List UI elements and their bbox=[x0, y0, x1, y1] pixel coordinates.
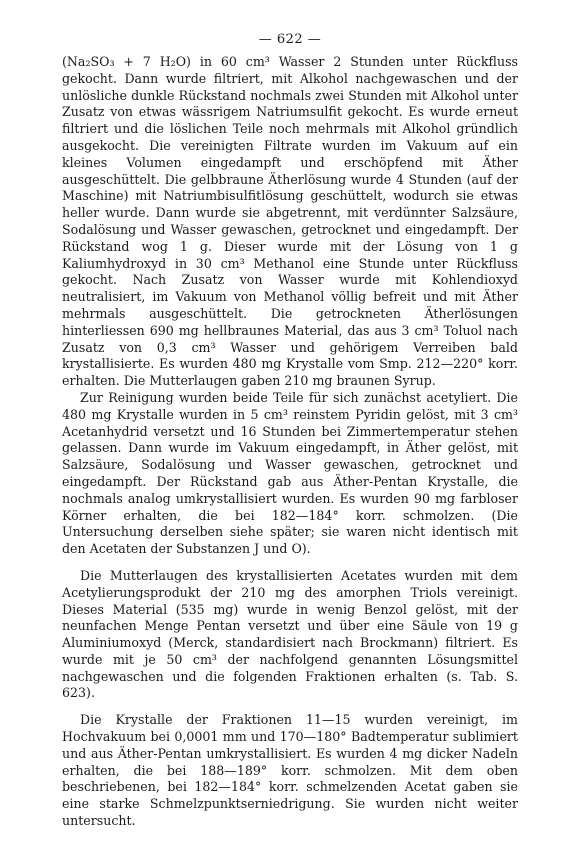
paragraph-1: (Na₂SO₃ + 7 H₂O) in 60 cm³ Wasser 2 Stunden unter Rückfluss gekocht. Dann wurde filtriert, mit Alkohol nachgewaschen und der unlösliche dunkle Rückstand nochmals zwei Stunden mit Alkohol unter Zusatz von etwas wässrigem Natriumsulfit gekocht. Es wurde erneut filtriert und die löslichen Teile noch mehrmals mit Alkohol gründlich ausgekocht. Die vereinigten Filtrate wurden im Vakuum auf ein kleines Volumen eingedampft und erschöpfend mit Äther ausgeschüttelt. Die gelbbraune Ätherlösung wurde 4 Stunden (auf der Maschine) mit Natriumbisulfitlösung geschüttelt, wodurch sie etwas heller wurde. Dann wurde sie abgetrennt, mit verdünnter Salzsäure, Sodalösung und Wasser gewaschen, getrocknet und eingedampft. Der Rückstand wog 1 g. Dieser wurde mit der Lösung von 1 g Kaliumhydroxyd in 30 cm³ Methanol eine Stunde unter Rückfluss gekocht. Nach Zusatz von Wasser wurde mit Kohlendioxyd neutralisiert, im Vakuum von Methanol völlig befreit und mit Äther mehrmals ausgeschüttelt. Die getrockneten Ätherlösungen hinterliessen 690 mg hellbraunes Material, das aus 3 cm³ Toluol nach Zusatz von 0,3 cm³ Wasser und gehörigem Verreiben bald krystallisierte. Es wurden 480 mg Krystalle vom Smp. 212—220° korr. erhalten. Die Mutterlaugen gaben 210 mg braunen Syrup. bbox=[62, 54, 518, 389]
paragraph-3: Die Mutterlaugen des krystallisierten Acetates wurden mit dem Acetylierungsprodukt der 210 mg des amorphen Triols vereinigt. Dieses Material (535 mg) wurde in wenig Benzol gelöst, mit der neunfachen Menge Pentan versetzt und über eine Säule von 19 g Aluminiumoxyd (Merck, standardisiert nach Brockmann) filtriert. Es wurde mit je 50 cm³ der nachfolgend genannten Lösungsmittel nachgewaschen und die folgenden Fraktionen erhalten (s. Tab. S. 623). bbox=[62, 567, 518, 701]
body-text bbox=[62, 54, 518, 830]
paragraph-4: Die Krystalle der Fraktionen 11—15 wurden vereinigt, im Hochvakuum bei 0,0001 mm und 170—180° Badtemperatur sublimiert und aus Äther-Pentan umkrystallisiert. Es wurden 4 mg dicker Nadeln erhalten, die bei 188—189° korr. schmolzen. Mit dem oben beschriebenen, bei 182—184° korr. schmelzenden Acetat gaben sie eine starke Schmelzpunktserniedrigung. Sie wurden nicht weiter untersucht. bbox=[62, 712, 518, 829]
page-number-header: — 622 — bbox=[258, 32, 322, 47]
paragraph-2: Zur Reinigung wurden beide Teile für sich zunächst acetyliert. Die 480 mg Krystalle wurden in 5 cm³ reinstem Pyridin gelöst, mit 3 cm³ Acetanhydrid versetzt und 16 Stunden bei Zimmertemperatur stehen gelassen. Dann wurde im Vakuum eingedampft, in Äther gelöst, mit Salzsäure, Sodalösung und Wasser gewaschen, getrocknet und eingedampft. Der Rückstand gab aus Äther-Pentan Krystalle, die nochmals analog umkrystallisiert wurden. Es wurden 90 mg farbloser Körner erhalten, die bei 182—184° korr. schmolzen. (Die Untersuchung derselben siehe später; sie waren nicht identisch mit den Acetaten der Substanzen J und O). bbox=[62, 389, 518, 557]
